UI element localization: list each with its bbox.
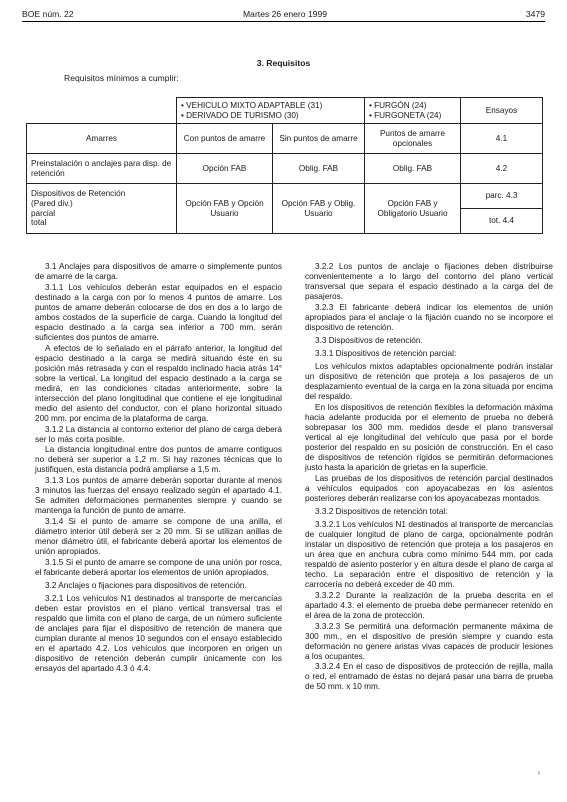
- subsection-heading: 3.3.1 Dispositivos de retención parcial:: [315, 348, 457, 358]
- table-row: [27, 124, 543, 154]
- table-row: [27, 154, 543, 184]
- subsection-heading: 3.2 Anclajes o fijaciones para dispositivos de retención.: [45, 580, 247, 590]
- paragraph: 3.3.2.1 Los vehículos N1 destinados al transporte de mercancías de cualquier longitud de plano de carga, opcionalmente podrán instalar un dispositivo de retención que proteja a los pasajeros en un área que en anchura cubra como mínimo 544 mm. por cada respaldo de asiento posterior y en altura desde el plano de carga al techo. La separación entre el dispositivo de retención y la carrocería no deberá exceder de 40 mm.: [305, 519, 553, 590]
- paragraph: 3.2.3 El fabricante deberá indicar los elementos de unión apropiados para el anclaje o la fijación cuando no se incorpore el dispositivo de retención.: [305, 302, 553, 332]
- paragraph: Los vehículos mixtos adaptables opcionalmente podrán instalar un dispositivo de retención que proteja a los pasajeros de un desplazamiento eventual de la carga en la zona situada por encima del respaldo.: [305, 362, 553, 402]
- paragraph: Las pruebas de los dispositivos de retención parcial destinados a vehículos equipados con apoyacabezas en los asientos posteriores deberán realizarse con los apoyacabezas montados.: [305, 473, 553, 503]
- print-mark: ı: [538, 770, 540, 777]
- table-row: [27, 98, 543, 124]
- ensayo-amarres: 4.1: [461, 124, 543, 154]
- ensayo-preinst: 4.2: [461, 154, 543, 184]
- preinst-opc: Oblig. FAB: [365, 154, 461, 184]
- header-journal: BOE núm. 22: [22, 9, 74, 19]
- col-opcionales: Puntos de amarre opcionales: [365, 124, 461, 154]
- paragraph: 3.2.2 Los puntos de anclaje o fijaciones deben distribuirse convenientemente a lo largo del contorno del plano vertical transversal que separa el espacio destinado a la carga del de pasajeros.: [305, 262, 553, 302]
- subsection-heading: 3.3.2 Dispositivos de retención total:: [315, 506, 448, 516]
- paragraph: 3.3.2.2 Durante la realización de la prueba descrita en el apartado 4.3. el elemento de prueba debe permanecer retenido en el área de la zona de protección.: [305, 590, 553, 620]
- section-title: 3. Requisitos: [256, 58, 311, 68]
- preinst-con: Opción FAB: [177, 154, 273, 184]
- requirements-intro: Requisitos mínimos a cumplir:: [64, 73, 179, 83]
- vehicle-group-1: • VEHICULO MIXTO ADAPTABLE (31) • DERIVADO DE TURISMO (30): [177, 98, 365, 124]
- disp-con: Opción FAB y Opción Usuario: [177, 184, 273, 234]
- disp-opc: Opción FAB y Obligatorio Usuario: [365, 184, 461, 234]
- preinstalacion-label: Preinstalación o anclajes para disp. de retención: [27, 154, 177, 184]
- paragraph: 3.3.2.3 Se permitirá una deformación permanente máxima de 300 mm., en el dispositivo de presión siempre y cuando esta deformación no genere aristas vivas capaces de producir lesiones a los ocupantes.: [305, 621, 553, 661]
- requirements-table: [26, 97, 543, 234]
- dispositivos-label: Dispositivos de Retención (Pared div.) parcial total: [27, 184, 177, 234]
- paragraph: 3.3.2.4 En el caso de dispositivos de protección de rejilla, malla o red, el entramado de éstas no dejará pasar una barra de prueba de 50 mm. x 10 mm.: [305, 662, 553, 692]
- paragraph: 3.1.3 Los puntos de amarre deberán soportar durante al menos 3 minutos las fuerzas del ensayo realizado según el apartado 4.1. Se admiten deformaciones permanentes siempre y cuando se mantenga la función de punto de amarre.: [35, 475, 282, 516]
- left-column: [35, 262, 282, 675]
- amarres-label: Amarres: [27, 124, 177, 154]
- paragraph: A efectos de lo señalado en el párrafo anterior, la longitud del espacio destinado a la carga se medirá situando éste en su posición más retrasada y con el respaldo inclinado hacia atrás 14° sobre la vertical. La longitud del espacio destinado a la carga se medirá, en las condiciones citadas anteriormente, sobre la intersección del plano longitudinal que contiene el eje longitudinal medio del asiento del conductor, con el plano horizontal situado 200 mm. por encima de la plataforma de carga.: [35, 343, 282, 423]
- preinst-sin: Oblig. FAB: [273, 154, 365, 184]
- ensayo-parcial: parc. 4.3: [461, 184, 543, 209]
- paragraph: 3.2.1 Los vehículos N1 destinados al transporte de mercancías deben estar provistos en el plano vertical transversal tras el respaldo que limita con el plano de carga, de un número suficiente de anclajes para fijar el dispositivo de retención de manera que cumplan durante al menos 10 segundos con el ensayo establecido en el apartado 4.2. Los vehículos que incorporen en origen un dispositivo de retención deberán cumplir únicamente con los ensayos del apartado 4.3 ó 4.4.: [35, 593, 282, 673]
- disp-sin: Opción FAB y Oblig. Usuario: [273, 184, 365, 234]
- paragraph: 3.1 Anclajes para dispositivos de amarre o simplemente puntos de amarre de la carga.: [35, 262, 282, 282]
- paragraph: 3.1.1 Los vehículos deberán estar equipados en el espacio destinado a la carga con por lo menos 4 puntos de amarre. Los puntos de amarre deberán colocarse de dos en dos a lo largo de ambos costados de la superficie de carga. Cuando la longitud del espacio destinado a la carga sea inferior a 700 mm. serán suficientes dos puntos de amarre.: [35, 282, 282, 342]
- paragraph: 3.1.2 La distancia al contorno exterior del plano de carga deberá ser lo más corta posible.: [35, 424, 282, 444]
- col-sin-puntos: Sin puntos de amarre: [273, 124, 365, 154]
- header-date: Martes 26 enero 1999: [243, 9, 328, 19]
- right-column: [305, 262, 553, 693]
- table-row: [27, 184, 543, 209]
- col-con-puntos: Con puntos de amarre: [177, 124, 273, 154]
- vehicle-group-2: • FURGÓN (24) • FURGONETA (24): [365, 98, 461, 124]
- subsection-heading: 3.3 Dispositivos de retención.: [315, 335, 423, 345]
- paragraph: 3.1.5 Si el punto de amarre se compone de una unión por rosca, el fabricante deberá aportar los elementos de unión apropiados.: [35, 557, 282, 577]
- header-page-number: 3479: [525, 9, 545, 19]
- paragraph: En los dispositivos de retención flexibles la deformación máxima hacia adelante producida por el elemento de prueba no deberá sobrepasar los 300 mm. medidos desde el plano transversal vertical al eje longitudinal del vehículo que pasa por el borde posterior del respaldo en su posición de construcción. En el caso de dispositivos de retención rígidos se permitirán deformaciones justo hasta la aparición de grietas en la superficie.: [305, 402, 553, 473]
- ensayos-header: Ensayos: [461, 98, 543, 124]
- paragraph: 3.1.4 Si el punto de amarre se compone de una anilla, el diámetro interior útil deberá ser ≥ 20 mm. Si se utilizan anillas de menor diámetro útil, el fabricante deberá aportar los elementos de unión apropiados.: [35, 516, 282, 556]
- header-rule: [22, 21, 545, 22]
- paragraph: La distancia longitudinal entre dos puntos de amarre contiguos no deberá ser superior a 1,2 m. Si hay razones técnicas que lo justifiquen, esta distancia podrá ampliarse a 1,5 m.: [35, 445, 282, 475]
- ensayo-total: tot. 4.4: [461, 209, 543, 234]
